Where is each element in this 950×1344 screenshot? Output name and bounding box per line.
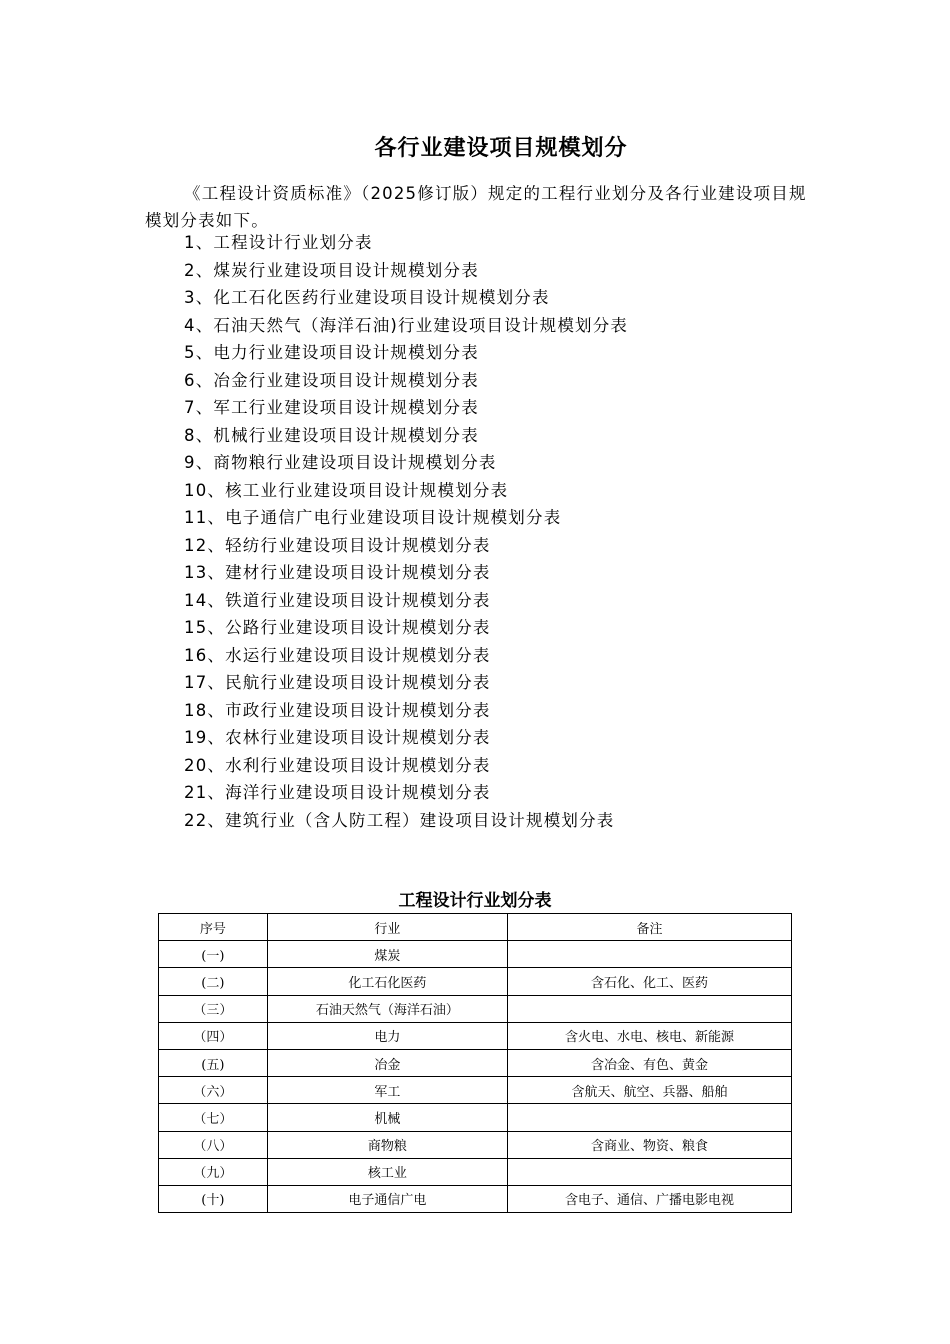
table-header-row	[159, 914, 792, 941]
toc-item: 12、轻纺行业建设项目设计规模划分表	[184, 535, 491, 555]
cell-remarks: 含冶金、有色、黄金	[507, 1049, 791, 1076]
toc-item: 7、军工行业建设项目设计规模划分表	[184, 398, 479, 417]
header-industry: 行业	[267, 914, 507, 941]
cell-industry: 化工石化医药	[267, 968, 507, 995]
cell-serial: (十)	[159, 1185, 268, 1212]
cell-remarks: 含火电、水电、核电、新能源	[507, 1022, 791, 1049]
intro-paragraph: 《工程设计资质标准》（2025修订版）规定的工程行业划分及各行业建设项目规模划分表如下。	[145, 184, 807, 230]
cell-serial: （六）	[159, 1077, 268, 1104]
cell-remarks	[507, 1158, 791, 1185]
cell-remarks	[507, 1104, 791, 1131]
cell-remarks	[507, 995, 791, 1022]
table-row	[159, 1077, 792, 1104]
table-row	[159, 1049, 792, 1076]
toc-item: 16、水运行业建设项目设计规模划分表	[184, 645, 491, 665]
cell-industry: 电力	[267, 1022, 507, 1049]
cell-industry: 商物粮	[267, 1131, 507, 1158]
toc-item: 22、建筑行业（含人防工程）建设项目设计规模划分表	[184, 810, 615, 830]
toc-item: 5、电力行业建设项目设计规模划分表	[184, 343, 479, 362]
cell-industry: 石油天然气（海洋石油）	[267, 995, 507, 1022]
toc-item: 15、公路行业建设项目设计规模划分表	[184, 618, 491, 637]
table-row	[159, 1131, 792, 1158]
cell-serial: (五)	[159, 1049, 268, 1076]
cell-industry: 冶金	[267, 1049, 507, 1076]
toc-item: 4、石油天然气（海洋石油)行业建设项目设计规模划分表	[184, 315, 629, 335]
toc-item: 14、铁道行业建设项目设计规模划分表	[184, 590, 491, 610]
cell-remarks: 含商业、物资、粮食	[507, 1131, 791, 1158]
cell-industry: 军工	[267, 1077, 507, 1104]
toc-item: 3、化工石化医药行业建设项目设计规模划分表	[184, 288, 550, 307]
toc-item: 21、海洋行业建设项目设计规模划分表	[184, 783, 491, 802]
table-row	[159, 1158, 792, 1185]
table-of-contents	[184, 229, 628, 834]
table-row	[159, 941, 792, 968]
cell-serial: （四）	[159, 1022, 268, 1049]
cell-serial: （九）	[159, 1158, 268, 1185]
toc-item: 10、核工业行业建设项目设计规模划分表	[184, 480, 509, 500]
table-row	[159, 968, 792, 995]
table-row	[159, 995, 792, 1022]
cell-remarks: 含石化、化工、医药	[507, 968, 791, 995]
cell-remarks: 含航天、航空、兵器、船舶	[507, 1077, 791, 1104]
cell-serial: （八）	[159, 1131, 268, 1158]
toc-item: 6、冶金行业建设项目设计规模划分表	[184, 370, 479, 390]
cell-serial: (一)	[159, 941, 268, 968]
toc-item: 11、电子通信广电行业建设项目设计规模划分表	[184, 508, 562, 527]
toc-item: 13、建材行业建设项目设计规模划分表	[184, 563, 491, 582]
page-title: 各行业建设项目规模划分	[374, 136, 628, 161]
toc-item: 1、工程设计行业划分表	[184, 233, 373, 252]
toc-item: 9、商物粮行业建设项目设计规模划分表	[184, 453, 497, 472]
header-remarks: 备注	[507, 914, 791, 941]
toc-item: 18、市政行业建设项目设计规模划分表	[184, 700, 491, 720]
table-title: 工程设计行业划分表	[398, 891, 552, 911]
toc-item: 2、煤炭行业建设项目设计规模划分表	[184, 260, 479, 280]
table-row	[159, 1104, 792, 1131]
toc-item: 17、民航行业建设项目设计规模划分表	[184, 673, 491, 692]
table-row	[159, 1185, 792, 1212]
toc-item: 8、机械行业建设项目设计规模划分表	[184, 425, 479, 445]
cell-serial: （七）	[159, 1104, 268, 1131]
cell-industry: 核工业	[267, 1158, 507, 1185]
cell-remarks	[507, 941, 791, 968]
header-serial: 序号	[159, 914, 268, 941]
cell-remarks: 含电子、通信、广播电影电视	[507, 1185, 791, 1212]
cell-industry: 煤炭	[267, 941, 507, 968]
toc-item: 19、农林行业建设项目设计规模划分表	[184, 728, 491, 747]
cell-serial: （三）	[159, 995, 268, 1022]
table-row	[159, 1022, 792, 1049]
toc-item: 20、水利行业建设项目设计规模划分表	[184, 755, 491, 775]
cell-industry: 电子通信广电	[267, 1185, 507, 1212]
cell-serial: (二)	[159, 968, 268, 995]
cell-industry: 机械	[267, 1104, 507, 1131]
industry-table	[158, 913, 792, 1213]
